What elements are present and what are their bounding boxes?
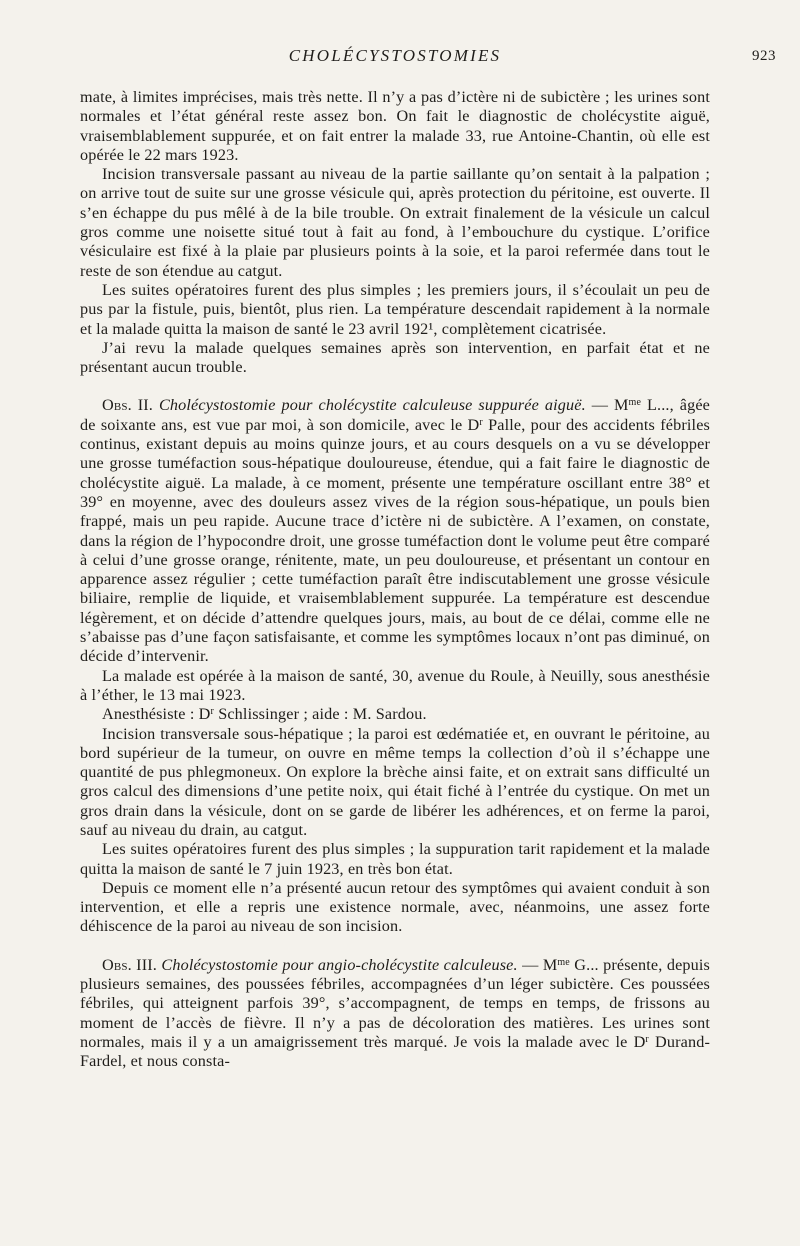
paragraph: Depuis ce moment elle n’a présenté aucun retour des symptômes qui avaient conduit à son intervention, et elle a repris une existence normale, avec, néanmoins, une assez forte déhiscence de la paroi au niveau de son incision. [80, 878, 710, 936]
paragraph: Incision transversale passant au niveau de la partie saillante qu’on sentait à la palpation ; on arrive tout de suite sur une grosse vésicule qui, après protection du péritoine, est ouverte. Il s’en échappe du pus mêlé à de la bile trouble. On extrait finalement de la vésicule un calcul gros comme une noisette situé tout à fait au fond, à l’embouchure du cystique. L’orifice vésiculaire est fixé à la plaie par plusieurs points à la soie, et la paroi refermée dans tout le reste de son étendue au catgut. [80, 165, 710, 280]
intro-rest: Palle, pour des accidents fébriles continus, existant depuis au moins quinze jours, et au cours desquels on a vu se développer une grosse tuméfaction sous-hépatique douloureuse, étendue, qui a fait faire le diagnostic de cholécystite aiguë. La malade, à ce moment, présente une température oscillant entre 38° et 39° en moyenne, avec des douleurs assez vives de la région sous-hépatique, un pouls bien frappé, mais un peu rapide. Aucune trace d’ictère ni de subictère. A l’examen, on constate, dans la région de l’hypocondre droit, une grosse tuméfaction dont le volume peut être comparé à celui d’une grosse orange, rénitente, mate, un peu douloureuse, et présentant un contour en apparence assez régulier ; cette tuméfaction paraît être indiscutablement une grosse vésicule biliaire, remplie de liquide, et vraisemblablement suppurée. La température est descendue légèrement, et on décide d’attendre quelques jours, mais, au bout de ce délai, comme elle ne s’abaisse pas d’une façon satisfaisante, et comme les symptômes locaux n’ont pas diminué, on décide d’intervenir. [80, 415, 710, 666]
observation-label: Obs. III. [102, 955, 157, 974]
dash: — [517, 955, 543, 974]
observation-title: Cholécystostomie pour angio-cholécystite calculeuse. [161, 955, 518, 974]
paragraph: Incision transversale sous-hépatique ; la paroi est œdématiée et, en ouvrant le péritoine, au bord supérieur de la tumeur, on ouvre en même temps la collection d’où il s’échappe une quantité de pus phlegmoneux. On explore la brèche ainsi faite, et on extrait sans difficulté un gros calcul des dimensions d’une petite noix, qui était fiché à l’entrée du cystique. On met un gros drain dans la vésicule, dont on se garde de libérer les adhérences, et on ferme la paroi, sauf au niveau du drain, au catgut. [80, 724, 710, 839]
observation-title: Cholécystostomie pour cholécystite calculeuse suppurée aiguë. [158, 396, 586, 415]
paragraph: Les suites opératoires furent des plus simples ; les premiers jours, il s’écoulait un peu de pus par la fistule, puis, bientôt, plus rien. La température descendait rapidement à la normale et la malade quitta la maison de santé le 23 avril 192¹, complètement cicatrisée. [80, 280, 710, 338]
superscript: me [557, 956, 570, 968]
paragraph: Les suites opératoires furent des plus simples ; la suppuration tarit rapidement et la malade quitta la maison de santé le 7 juin 1923, en très bon état. [80, 840, 710, 878]
dash: — [585, 396, 614, 415]
paragraph: mate, à limites imprécises, mais très nette. Il n’y a pas d’ictère ni de subictère ; les urines sont normales et l’état général reste assez bon. On fait le diagnostic de cholécystite aiguë, vraisemblablement suppurée, et on fait entrer la malade 33, rue Antoine-Chantin, où elle est opérée le 22 mars 1923. [80, 88, 710, 164]
anesthesia-label: Anesthésiste : D [102, 705, 211, 724]
superscript: r [645, 1033, 649, 1045]
paragraph: La malade est opérée à la maison de santé, 30, avenue du Roule, à Neuilly, sous anesthésie à l’éther, le 13 mai 1923. [80, 666, 710, 704]
paragraph: J’ai revu la malade quelques semaines après son intervention, en parfait état et ne présentant aucun trouble. [80, 338, 710, 377]
anesthesia-text: Schlissinger ; aide : M. Sardou. [214, 705, 427, 724]
intro-prefix: M [542, 955, 558, 974]
superscript: me [628, 397, 642, 409]
intro-rest: Durand-Fardel, et nous consta- [80, 1032, 710, 1071]
anesthesia-line [80, 705, 710, 724]
body-text [80, 88, 710, 1072]
superscript: r [479, 416, 483, 428]
intro-text: G... présente, depuis plusieurs semaines, des poussées fébriles, accompagnées d’un léger subictère. Ces poussées fébriles, qui atteignent parfois 39°, s’accompagnent, de temps en temps, de frissons au moment de l’accès de fièvre. Il n’y a pas de décoloration des matières. Les urines sont normales, mais il y a un amaigrissement très marqué. Je vois la malade avec le D [80, 955, 710, 1051]
observation-label: Obs. II. [102, 396, 153, 415]
intro-prefix: M [614, 396, 629, 415]
superscript: r [210, 706, 214, 718]
running-title: CHOLÉCYSTOSTOMIES [288, 46, 502, 65]
running-head [80, 46, 776, 68]
observation-2 [80, 396, 710, 666]
intro-text: L..., âgée de soixante ans, est vue par moi, à son domicile, avec le D [80, 396, 710, 434]
page-number: 923 [752, 48, 776, 64]
observation-3 [80, 956, 710, 1072]
